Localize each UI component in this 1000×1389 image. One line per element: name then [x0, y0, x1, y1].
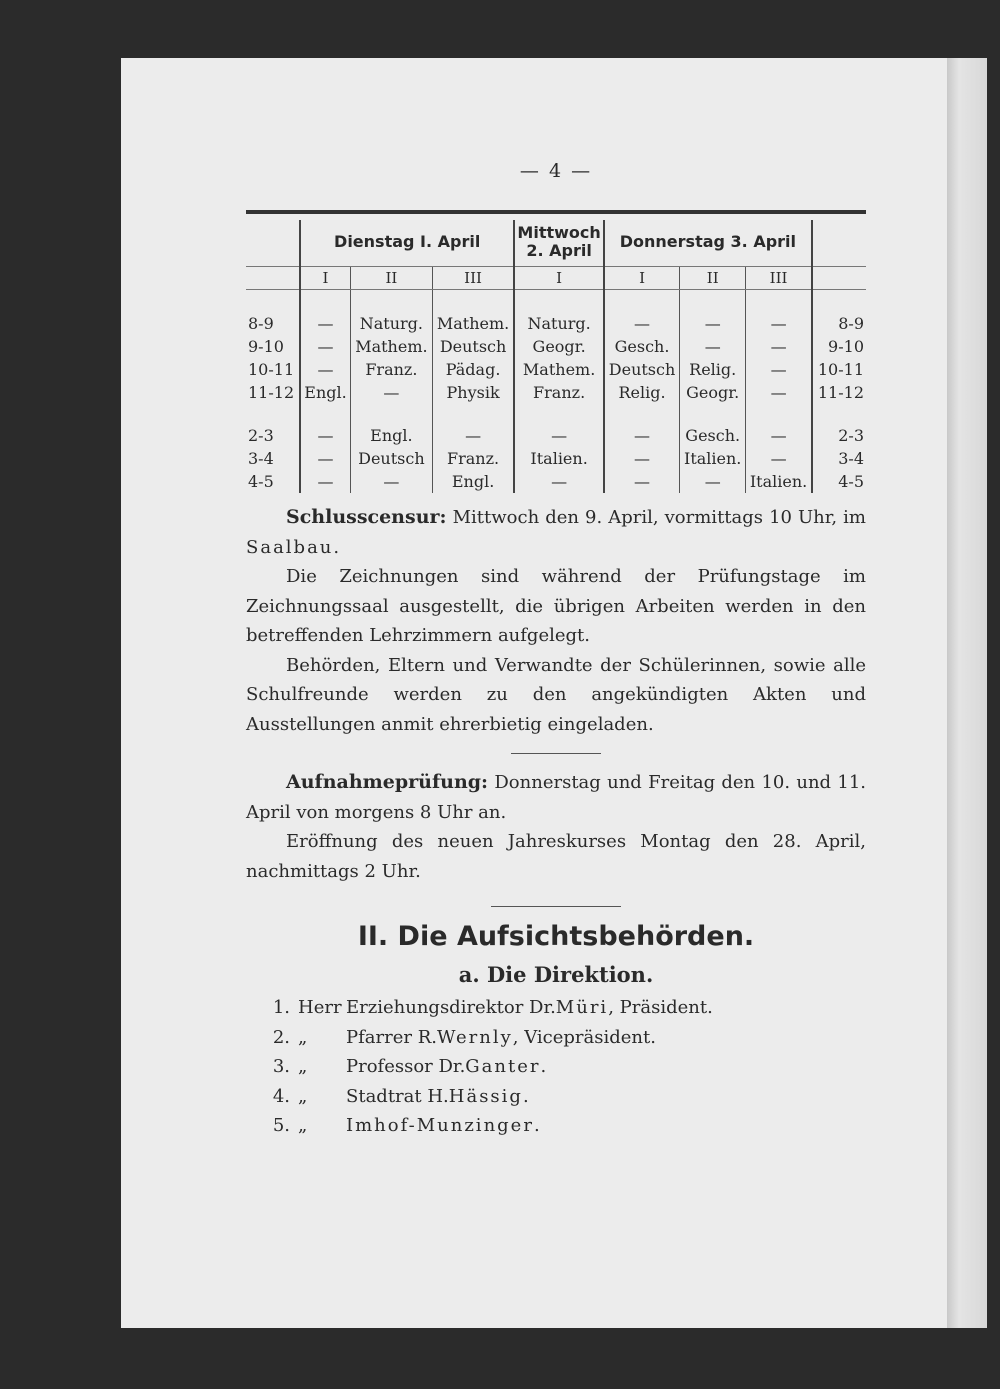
aufnahme-lead: Aufnahmeprüfung: [286, 771, 489, 793]
page-content [246, 160, 866, 1141]
behoerden-paragraph: Behörden, Eltern und Verwandte der Schülerinnen, sowie alle Schulfreunde werden zu den angekündigten Akten und Ausstellungen anmit ehrerbietig eingeladen. [246, 654, 866, 735]
time-slot-right: 3-4 [812, 447, 866, 470]
page-number: — 4 — [519, 160, 593, 182]
schedule-cell: Deutsch [432, 335, 514, 358]
schedule-cell: — [300, 290, 351, 336]
member-name: Müri [555, 997, 609, 1018]
schedule-cell: Engl. [432, 470, 514, 493]
time-slot-right: 4-5 [812, 470, 866, 493]
time-slot-right: 10-11 [812, 358, 866, 381]
schedule-row [246, 424, 866, 447]
table-top-rule [246, 210, 866, 214]
schedule-cell: — [746, 335, 812, 358]
time-slot-right: 2-3 [812, 424, 866, 447]
schedule-cell: Geogr. [514, 335, 603, 358]
schedule-cell: — [680, 470, 746, 493]
schedule-row [246, 470, 866, 493]
class-header: I [514, 267, 603, 290]
schedule-cell: Deutsch [351, 447, 433, 470]
member-name: Ganter [465, 1056, 541, 1077]
schedule-cell: Naturg. [351, 290, 433, 336]
schedule-cell: — [300, 424, 351, 447]
schedule-cell: — [746, 381, 812, 404]
member-suffix: , Präsident. [608, 997, 713, 1018]
schedule-cell: Naturg. [514, 290, 603, 336]
member-suffix: . [522, 1085, 529, 1107]
schedule-cell: — [300, 335, 351, 358]
schedule-cell: — [680, 290, 746, 336]
schedule-cell: — [746, 424, 812, 447]
member-role: Erziehungsdirektor Dr. [346, 997, 556, 1018]
time-slot-right: 8-9 [812, 290, 866, 336]
direktion-members-list [246, 993, 866, 1141]
schedule-cell: — [300, 470, 351, 493]
schedule-cell: Deutsch [604, 358, 680, 381]
section-divider [491, 906, 621, 907]
member-role: Professor Dr. [346, 1056, 466, 1077]
schedule-cell: Pädag. [432, 358, 514, 381]
class-header: I [604, 267, 680, 290]
section-title: II. Die Aufsichtsbehörden. [357, 921, 755, 952]
schedule-cell: Mathem. [432, 290, 514, 336]
schedule-cell: Franz. [351, 358, 433, 381]
book-spine [947, 58, 987, 1328]
member-title: „ [298, 1115, 308, 1136]
member-title: „ [298, 1085, 308, 1107]
member-number: 3. [272, 1056, 290, 1077]
day-header-tuesday: Dienstag I. April [300, 220, 514, 267]
schedule-cell: — [351, 470, 433, 493]
schedule-cell: Gesch. [680, 424, 746, 447]
schedule-row [246, 381, 866, 404]
schedule-row [246, 358, 866, 381]
schedule-cell: — [351, 381, 433, 404]
aufnahme-paragraph [246, 768, 866, 827]
schedule-cell: Gesch. [604, 335, 680, 358]
member-suffix: . [540, 1056, 547, 1077]
day-header-thursday: Donnerstag 3. April [604, 220, 812, 267]
member-title: „ [298, 1056, 308, 1077]
schedule-cell: Italien. [746, 470, 812, 493]
schedule-cell: — [604, 290, 680, 336]
time-slot-right: 9-10 [812, 335, 866, 358]
schedule-cell: — [604, 447, 680, 470]
member-title: „ [298, 1026, 308, 1048]
schedule-cell: — [746, 358, 812, 381]
class-header: II [351, 267, 433, 290]
corner-cell-right [812, 220, 866, 267]
schedule-cell: Relig. [604, 381, 680, 404]
schlusscensur-paragraph [246, 503, 866, 562]
time-slot-right: 11-12 [812, 381, 866, 404]
schedule-cell: — [432, 424, 514, 447]
time-slot-left: 9-10 [248, 337, 284, 356]
member-number: 2. [272, 1026, 290, 1048]
schedule-row [246, 335, 866, 358]
time-slot-left: 2-3 [248, 426, 274, 445]
eroeffnung-paragraph: Eröffnung des neuen Jahreskurses Montag den 28. April, nachmittags 2 Uhr. [246, 831, 866, 882]
time-slot-left: 3-4 [248, 449, 274, 468]
schedule-cell: — [514, 424, 603, 447]
schedule-cell: — [746, 447, 812, 470]
member-name: Hässig [448, 1085, 523, 1107]
time-slot-left: 10-11 [248, 360, 295, 379]
member-item [246, 1052, 866, 1082]
schedule-cell: Engl. [300, 381, 351, 404]
schedule-cell: — [680, 335, 746, 358]
class-header: II [680, 267, 746, 290]
schedule-gap-row [246, 404, 866, 424]
member-number: 1. [272, 997, 290, 1018]
schedule-body [246, 290, 866, 494]
subsection-title: a. Die Direktion. [458, 962, 654, 987]
member-number: 4. [272, 1085, 290, 1107]
member-role: Stadtrat H. [346, 1085, 449, 1107]
schlusscensur-lead: Schlusscensur: [286, 506, 447, 528]
member-item [246, 1023, 866, 1053]
member-name: Wernly [436, 1026, 513, 1048]
schedule-cell: Mathem. [351, 335, 433, 358]
time-slot-left: 8-9 [248, 314, 274, 333]
member-number: 5. [272, 1115, 290, 1136]
schedule-cell: Geogr. [680, 381, 746, 404]
class-header: I [300, 267, 351, 290]
schedule-cell: Italien. [514, 447, 603, 470]
corner-cell [246, 220, 300, 267]
aufnahme-text: Donnerstag und Freitag den 10. und 11. April von morgens 8 Uhr an. [246, 772, 866, 823]
section-divider [511, 753, 601, 754]
class-header: III [432, 267, 514, 290]
class-header: III [746, 267, 812, 290]
schedule-cell: Physik [432, 381, 514, 404]
member-item [246, 993, 866, 1023]
schedule-cell: — [746, 290, 812, 336]
schedule-cell: Engl. [351, 424, 433, 447]
schedule-cell: — [604, 424, 680, 447]
schlusscensur-place: Saalbau [246, 536, 334, 558]
zeichnungen-paragraph: Die Zeichnungen sind während der Prüfungstage im Zeichnungssaal ausgestellt, die übrigen Arbeiten werden in den betreffenden Lehrzimmern aufgelegt. [246, 566, 866, 646]
schedule-cell: Franz. [432, 447, 514, 470]
schlusscensur-text: Mittwoch den 9. April, vormittags 10 Uhr, im [446, 507, 866, 528]
schedule-row [246, 290, 866, 336]
member-title: Herr [298, 997, 342, 1018]
schlusscensur-end: . [333, 536, 340, 558]
member-name: Imhof-Munzinger [346, 1115, 534, 1136]
schedule-cell: — [300, 358, 351, 381]
member-item [246, 1082, 866, 1112]
member-role: Pfarrer R. [346, 1026, 437, 1048]
member-item [246, 1111, 866, 1141]
schedule-cell: Relig. [680, 358, 746, 381]
schedule-cell: Italien. [680, 447, 746, 470]
day-header-wednesday: Mittwoch 2. April [514, 220, 603, 267]
schedule-cell: — [514, 470, 603, 493]
schedule-cell: Franz. [514, 381, 603, 404]
schedule-cell: — [300, 447, 351, 470]
schedule-cell: — [604, 470, 680, 493]
member-suffix: , Vicepräsident. [512, 1026, 656, 1048]
schedule-cell: Mathem. [514, 358, 603, 381]
member-suffix: . [533, 1115, 540, 1136]
time-slot-left: 4-5 [248, 472, 274, 491]
time-slot-left: 11-12 [248, 383, 295, 402]
exam-schedule-table [246, 220, 866, 493]
schedule-row [246, 447, 866, 470]
